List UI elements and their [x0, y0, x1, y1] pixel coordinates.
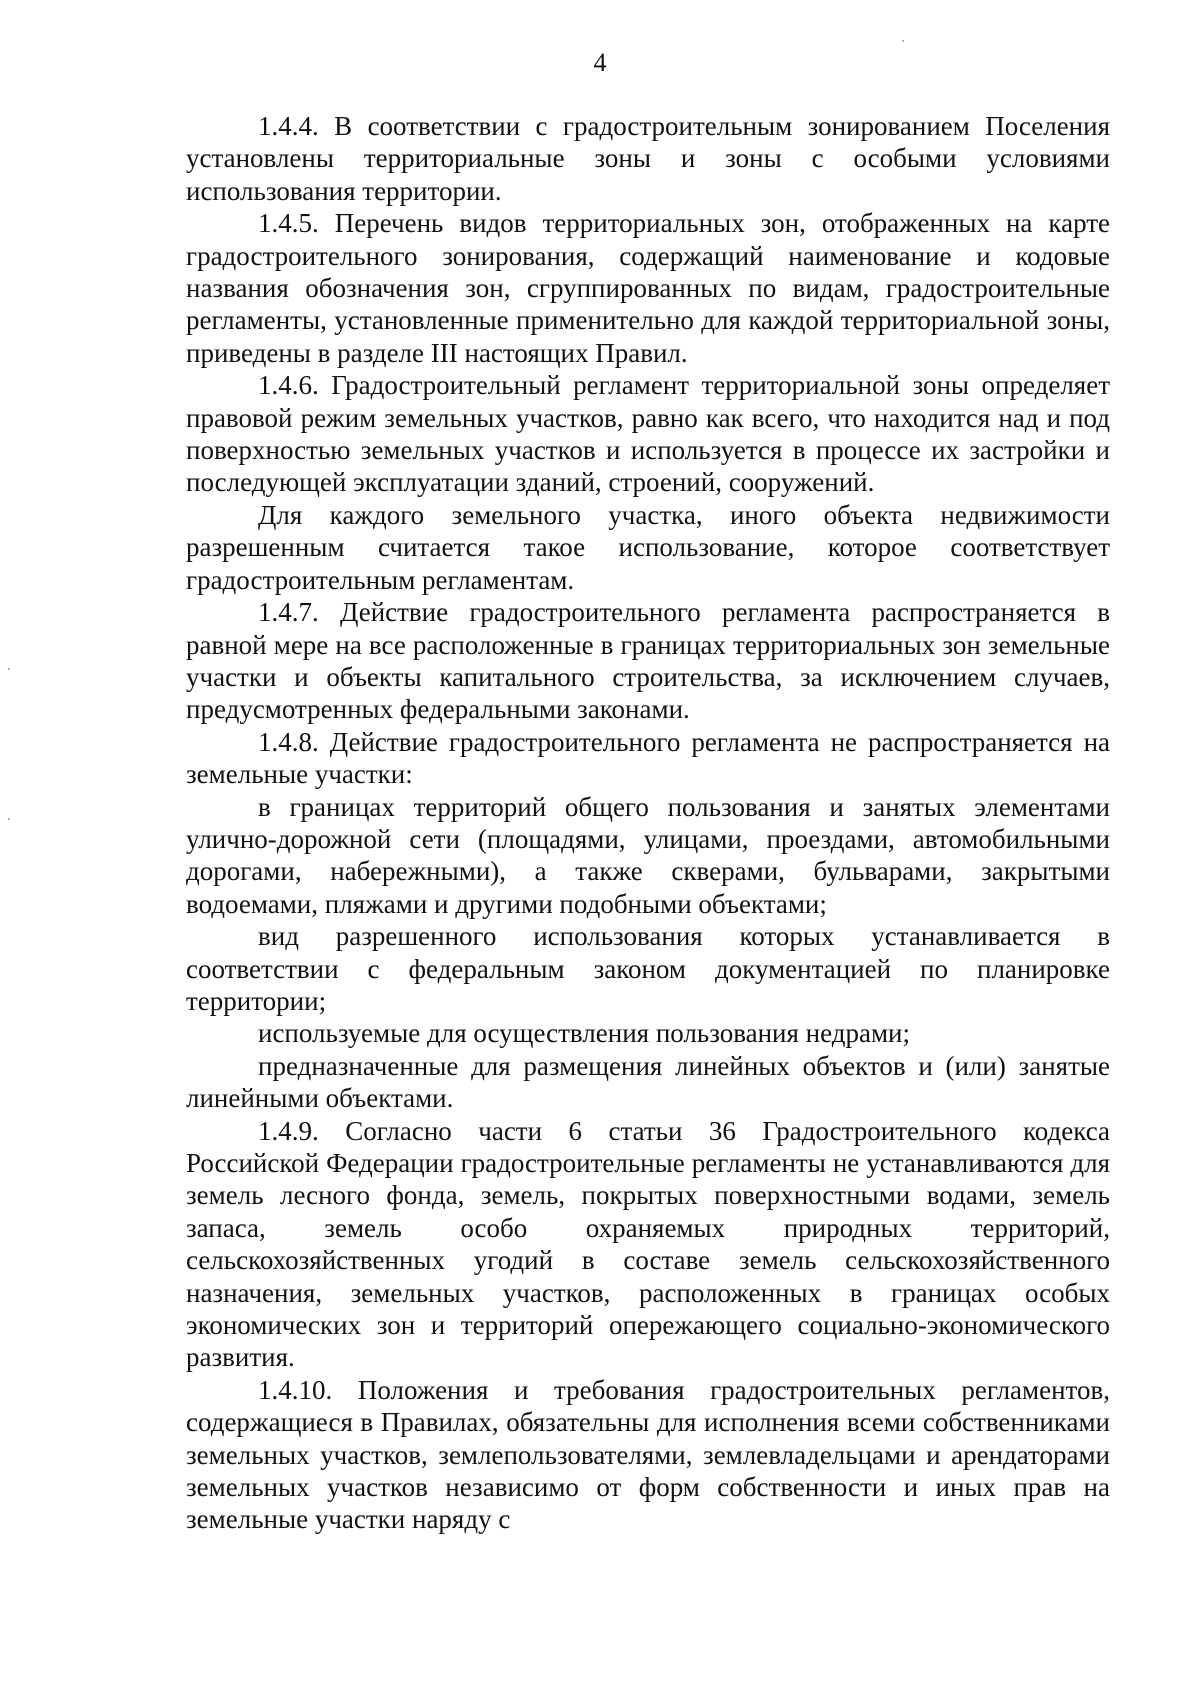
list-item-planning-documentation: вид разрешенного использования которых устанавливается в соответствии с федеральным законом документацией по планировке территории;	[186, 921, 1110, 1016]
list-item-subsoil-use: используемые для осуществления пользования недрами;	[258, 1018, 910, 1049]
paragraph-1-4-5: 1.4.5. Перечень видов территориальных зон, отображенных на карте градостроительного зонирования, содержащий наименование и кодовые названия обозначения зон, сгруппированных по видам, градостроительные регламенты, установленные применительно для каждой территориальной зоны, приведены в разделе III настоящих Правил.	[186, 208, 1110, 368]
list-item-public-territories: в границах территорий общего пользования и занятых элементами улично-дорожной сети (площадями, улицами, проездами, автомобильными дорогами, набережными), а также скверами, бульварами, закрытыми водоемами, пляжами и другими подобными объектами;	[186, 791, 1110, 919]
paragraph-1-4-9: 1.4.9. Согласно части 6 статьи 36 Градостроительного кодекса Российской Федерации градостроительные регламенты не устанавливаются для земель лесного фонда, земель, покрытых поверхностными водами, земель запаса, земель особо охраняемых природных территорий, сельскохозяйственных угодий в составе земель сельскохозяйственного назначения, земельных участков, расположенных в границах особых экономических зон и территорий опережающего социально-экономического развития.	[186, 1115, 1110, 1373]
paragraph-permitted-use: Для каждого земельного участка, иного объекта недвижимости разрешенным считается такое использование, которое соответствует градостроительным регламентам.	[186, 499, 1110, 595]
paragraph-1-4-10: 1.4.10. Положения и требования градостроительных регламентов, содержащиеся в Правилах, обязательны для исполнения всеми собственниками земельных участков, землепользователями, землевладельцами и арендаторами земельных участков независимо от форм собственности и иных прав на земельные участки наряду с	[186, 1374, 1110, 1535]
paragraph-1-4-8: 1.4.8. Действие градостроительного регламента не распространяется на земельные участки:	[186, 726, 1110, 790]
scan-speck	[902, 40, 904, 42]
paragraph-1-4-7: 1.4.7. Действие градостроительного регламента распространяется в равной мере на все расположенные в границах территориальных зон земельные участки и объекты капитального строительства, за исключением случаев, предусмотренных федеральными законами.	[186, 597, 1110, 725]
paragraph-1-4-4: 1.4.4. В соответствии с градостроительным зонированием Поселения установлены территориальные зоны и зоны с особыми условиями использования территории.	[186, 111, 1110, 206]
page-number: 4	[593, 48, 607, 77]
scan-speck	[8, 818, 10, 820]
list-item-linear-objects: предназначенные для размещения линейных объектов и (или) занятые линейными объектами.	[186, 1050, 1110, 1114]
scan-speck	[8, 668, 10, 670]
document-body	[186, 110, 1110, 1536]
paragraph-1-4-6: 1.4.6. Градостроительный регламент территориальной зоны определяет правовой режим земельных участков, равно как всего, что находится над и под поверхностью земельных участков и используется в процессе их застройки и последующей эксплуатации зданий, строений, сооружений.	[186, 370, 1110, 498]
